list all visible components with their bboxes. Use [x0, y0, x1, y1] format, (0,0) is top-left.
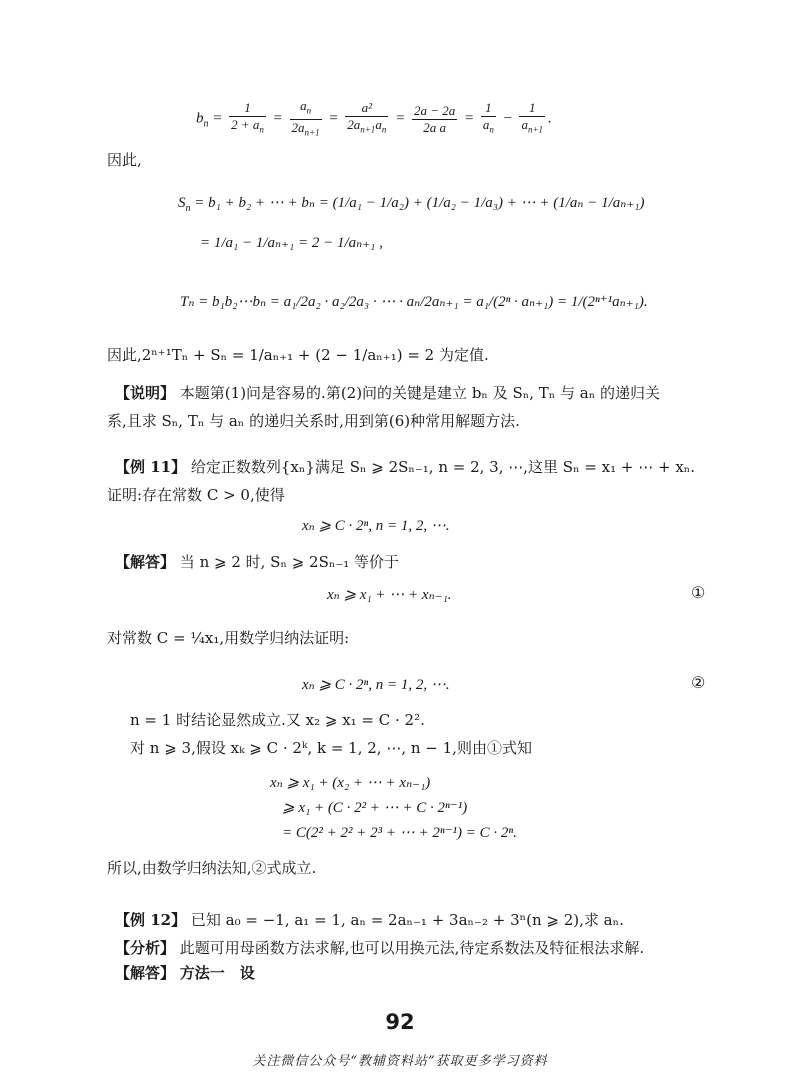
solution-12-line: 方法一 设 — [179, 964, 255, 982]
solution-equation-3b: ⩾ x₁ + (C · 2² + ⋯ + C · 2ⁿ⁻¹) — [282, 800, 468, 816]
frac-num: 1 — [519, 100, 545, 117]
frac-num-text: a — [300, 98, 307, 113]
equation-marker-1: ① — [691, 583, 706, 602]
eq-end: . — [548, 110, 552, 127]
equation-marker-2: ② — [691, 673, 706, 692]
solution-equation-2: xₙ ⩾ C · 2ⁿ, n = 1, 2, ⋯. — [302, 677, 450, 693]
fraction — [519, 100, 545, 138]
solution-label: 【解答】 — [115, 553, 176, 571]
note-label: 【说明】 — [115, 384, 176, 402]
text-yinci-1: 因此, — [107, 151, 142, 169]
frac-num: 1 — [229, 100, 266, 117]
solution-line-1: 当 n ⩾ 2 时, Sₙ ⩾ 2Sₙ₋₁ 等价于 — [179, 553, 400, 571]
equation-sn: $S_n = b_1 + b_2$ + ⋯ + bₙ = (1/a₁ − 1/a₂) + (1/a₂ − 1/a₃) + ⋯ + (1/aₙ − 1/aₙ₊₁) — [178, 195, 645, 214]
solution-12 — [115, 963, 255, 983]
note-paragraph — [115, 383, 660, 403]
frac-num-text: a² — [361, 100, 372, 116]
eq-sn-rhs: = b₁ + b₂ + ⋯ + bₙ = (1/a₁ − 1/a₂) + (1/a₂ − 1/a₃) + ⋯ + (1/aₙ − 1/aₙ₊₁) — [194, 195, 645, 211]
fraction — [345, 100, 388, 138]
frac-den: $a_{n+1}$ — [521, 117, 544, 135]
solution-equation-3a: xₙ ⩾ x₁ + (x₂ + ⋯ + xₙ₋₁) — [270, 775, 431, 791]
footer-watermark: 关注微信公众号“教辅资料站”获取更多学习资料 — [252, 1054, 548, 1069]
example-11-equation: xₙ ⩾ C · 2ⁿ, n = 1, 2, ⋯. — [302, 518, 450, 534]
frac-den: $a_n$ — [482, 117, 494, 135]
frac-den-text: 2 + a — [231, 117, 260, 133]
eq-lhs-sub: n — [203, 118, 209, 130]
equation-bn: $b_n$ = $\frac{1}{2 + a_n}$ = $\frac{a_n}{2a_{n+1}}$ = $\frac{\text{a²}}{2a_{n+1}a_n}$ = $\frac{2a - 2a}{\text{2a a}}$ = $\frac{1}{a_n}$ − $\frac{1}{a_{n+1}}$ . — [196, 98, 552, 140]
solution-equation-1: xₙ ⩾ x₁ + ⋯ + xₙ₋₁. — [327, 587, 452, 603]
frac-num: 2a − 2a — [413, 102, 456, 118]
solution-line-5: 所以,由数学归纳法知,②式成立. — [107, 859, 317, 877]
eq-sn-lhs: S — [178, 195, 186, 211]
frac-num — [345, 100, 388, 117]
fraction — [290, 98, 322, 140]
example-11-label: 【例 11】 — [115, 458, 187, 476]
solution-12-label: 【解答】 — [115, 964, 176, 982]
example-12-label: 【例 12】 — [115, 911, 187, 929]
example-12-line-1: 已知 a₀ = −1, a₁ = 1, aₙ = 2aₙ₋₁ + 3aₙ₋₂ + 3ⁿ(n ⩾ 2),求 aₙ. — [190, 911, 624, 929]
frac-den-text: a — [521, 117, 528, 133]
analysis-label: 【分析】 — [115, 939, 176, 957]
note-line-1: 本题第(1)问是容易的.第(2)问的关键是建立 bₙ 及 Sₙ, Tₙ 与 aₙ 的递归关 — [179, 384, 660, 402]
example-11-line-2: 证明:存在常数 C > 0,使得 — [107, 486, 285, 504]
eq-lhs: b — [196, 110, 204, 127]
fraction — [229, 100, 266, 138]
solution-line-4: 对 n ⩾ 3,假设 xₖ ⩾ C · 2ᵏ, k = 1, 2, ⋯, n − 1,则由①式知 — [130, 739, 532, 757]
solution-equation-3c: = C(2² + 2² + 2³ + ⋯ + 2ⁿ⁻¹) = C · 2ⁿ. — [282, 825, 517, 841]
page-number: 92 — [385, 1010, 415, 1034]
analysis-line: 此题可用母函数方法求解,也可以用换元法,待定系数法及特征根法求解. — [179, 939, 645, 957]
solution-line-2: 对常数 C = ¼x₁,用数学归纳法证明: — [107, 629, 350, 647]
frac-den-text: 2a — [291, 119, 305, 135]
equation-tn: Tₙ = b₁b₂⋯bₙ = a₁/2a₂ · a₂/2a₃ · ⋯ · aₙ/2aₙ₊₁ = a₁/(2ⁿ · aₙ₊₁) = 1/(2ⁿ⁺¹aₙ₊₁). — [180, 294, 648, 310]
equation-sn-cont: = 1/a₁ − 1/aₙ₊₁ = 2 − 1/aₙ₊₁ , — [200, 235, 383, 251]
fraction — [412, 103, 457, 136]
example-12 — [115, 910, 624, 930]
solution-line-3: n = 1 时结论显然成立.又 x₂ ⩾ x₁ = C · 2². — [130, 711, 425, 729]
solution-11 — [115, 552, 399, 572]
frac-num: 1 — [481, 100, 496, 117]
example-11 — [115, 457, 695, 477]
text-yinci-2: 因此,2ⁿ⁺¹Tₙ + Sₙ = 1/aₙ₊₁ + (2 − 1/aₙ₊₁) = 2 为定值. — [107, 346, 489, 364]
example-11-line-1: 给定正数数列{xₙ}满足 Sₙ ⩾ 2Sₙ₋₁, n = 2, 3, ⋯,这里 Sₙ = x₁ + ⋯ + xₙ. — [190, 458, 696, 476]
fraction — [481, 100, 496, 138]
note-line-2: 系,且求 Sₙ, Tₙ 与 aₙ 的递归关系时,用到第(6)种常用解题方法. — [107, 412, 520, 430]
frac-den: $2 + a_n$ — [231, 117, 264, 135]
analysis — [115, 938, 644, 958]
frac-den: 2a a — [423, 119, 446, 135]
frac-den: $2a_{n+1}a_n$ — [347, 117, 387, 135]
frac-den-text: 2a — [347, 117, 361, 133]
frac-num: $a_n$ — [290, 98, 322, 120]
frac-den-text: a — [482, 117, 490, 133]
frac-den: $2a_{n+1}$ — [291, 119, 320, 138]
